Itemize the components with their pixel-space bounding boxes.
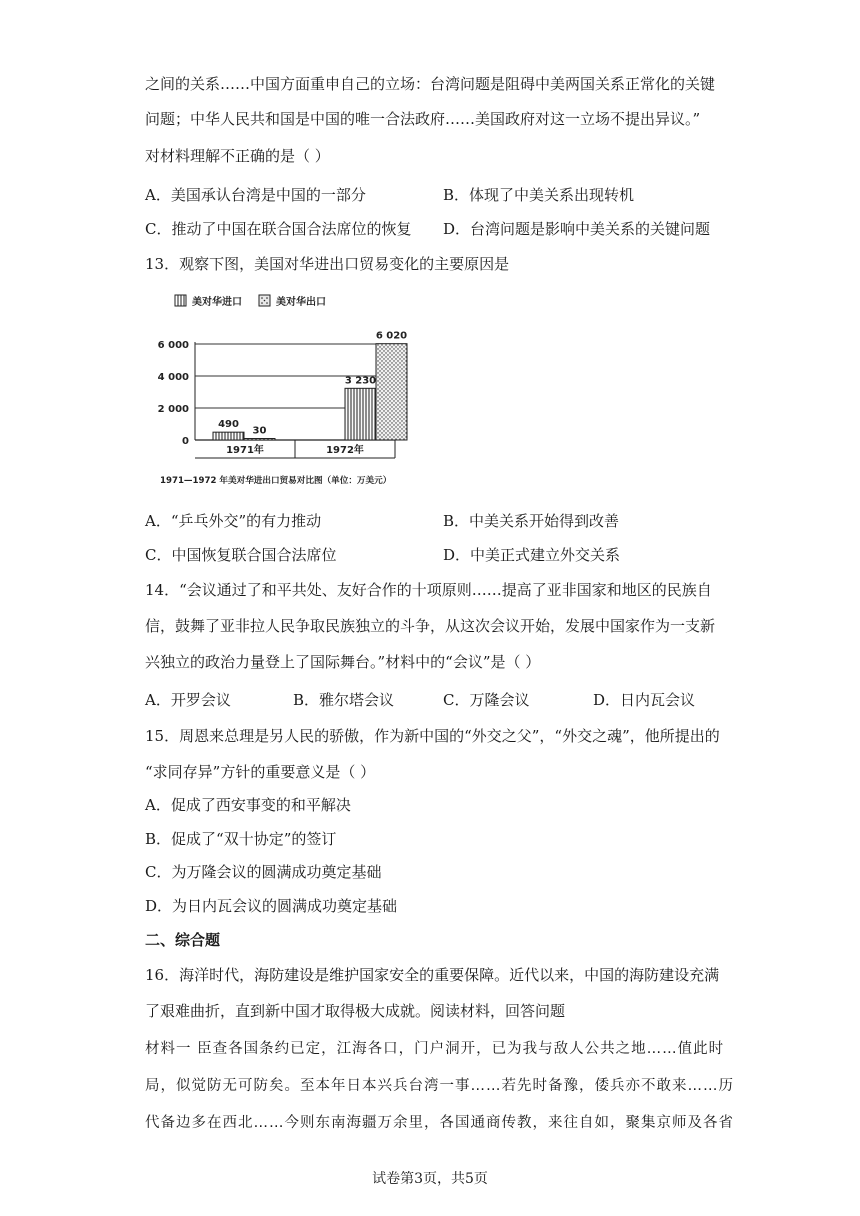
q14-option-d[interactable]: D．日内瓦会议 — [593, 691, 696, 709]
bar-import-1 — [345, 388, 376, 440]
q15-option-c[interactable]: C．为万隆会议的圆满成功奠定基础 — [145, 863, 382, 881]
q14-line-2: 信，鼓舞了亚非拉人民争取民族独立的斗争，从这次会议开始，发展中国家作为一支新 — [145, 617, 716, 635]
bar-export-1 — [376, 344, 407, 440]
q16-line-2: 了艰难曲折，直到新中国才取得极大成就。阅读材料，回答问题 — [145, 1002, 566, 1020]
bar-import-0 — [213, 432, 244, 440]
q16-line-1: 16．海洋时代，海防建设是维护国家安全的重要保障。近代以来，中国的海防建设充满 — [145, 966, 720, 984]
q15-option-d[interactable]: D．为日内瓦会议的圆满成功奠定基础 — [145, 897, 398, 915]
q12-option-a[interactable]: A．美国承认台湾是中国的一部分 — [145, 186, 366, 204]
y-tick-label: 2 000 — [157, 404, 189, 415]
y-tick-label: 0 — [182, 436, 189, 447]
q15-option-a[interactable]: A．促成了西安事变的和平解决 — [145, 796, 351, 814]
q14-line-3: 兴独立的政治力量登上了国际舞台。”材料中的“会议”是（ ） — [145, 653, 541, 671]
q16-material-1-line-1: 材料一 臣查各国条约已定，江海各口，门户洞开，已为我与敌人公共之地……值此时 — [145, 1041, 725, 1057]
q16-material-1-line-3: 代备边多在西北……今则东南海疆万余里，各国通商传教，来往自如，聚集京师及各省 — [145, 1115, 734, 1131]
q15-line-2: “求同存异”方针的重要意义是（ ） — [145, 763, 376, 781]
bar-value-label: 490 — [218, 419, 239, 431]
bar-value-label: 3 230 — [344, 375, 377, 387]
q12-line-2: 问题；中华人民共和国是中国的唯一合法政府……美国政府对这一立场不提出异议。” — [145, 110, 701, 128]
y-tick-label: 6 000 — [157, 340, 189, 351]
bar-value-label: 30 — [252, 425, 267, 437]
category-label-1972: 1972年 — [326, 445, 364, 456]
q12-option-b[interactable]: B．体现了中美关系出现转机 — [443, 186, 635, 204]
q12-option-c[interactable]: C．推动了中国在联合国合法席位的恢复 — [145, 220, 412, 238]
chart-title: 1971—1972 年美对华进出口贸易对比图（单位：万美元） — [160, 476, 392, 486]
q12-question: 对材料理解不正确的是（ ） — [145, 147, 330, 165]
q13-option-b[interactable]: B．中美关系开始得到改善 — [443, 512, 620, 530]
legend-export-label: 美对华出口 — [276, 297, 326, 308]
section-title: 二、综合题 — [145, 931, 221, 949]
q13-option-c[interactable]: C．中国恢复联合国合法席位 — [145, 546, 337, 564]
q14-option-b[interactable]: B．雅尔塔会议 — [293, 691, 395, 709]
category-label-1971: 1971年 — [226, 445, 264, 456]
q15-option-b[interactable]: B．促成了“双十协定”的签订 — [145, 830, 337, 848]
q14-option-c[interactable]: C．万隆会议 — [443, 691, 530, 709]
q14-option-a[interactable]: A．开罗会议 — [145, 691, 231, 709]
bar-export-0 — [244, 439, 275, 441]
q14-line-1: 14．“会议通过了和平共处、友好合作的十项原则……提高了亚非国家和地区的民族自 — [145, 581, 712, 599]
q13-option-a[interactable]: A．“乒乓外交”的有力推动 — [145, 512, 322, 530]
y-tick-label: 4 000 — [157, 372, 189, 383]
legend-import-label: 美对华进口 — [192, 297, 242, 308]
trade-bar-chart — [155, 290, 425, 495]
page-footer: 试卷第3页，共5页 — [372, 1171, 488, 1187]
q13-stem: 13．观察下图，美国对华进出口贸易变化的主要原因是 — [145, 255, 510, 273]
q15-line-1: 15．周恩来总理是另人民的骄傲，作为新中国的“外交之父”，“外交之魂”，他所提出的 — [145, 727, 720, 745]
q13-option-d[interactable]: D．中美正式建立外交关系 — [443, 546, 621, 564]
bar-value-label: 6 020 — [375, 330, 408, 342]
q16-material-1-line-2: 局，似觉防无可防矣。至本年日本兴兵台湾一事……若先时备豫，倭兵亦不敢来……历 — [145, 1078, 734, 1094]
q12-option-d[interactable]: D．台湾问题是影响中美关系的关键问题 — [443, 220, 711, 238]
q12-line-1: 之间的关系……中国方面重申自己的立场：台湾问题是阻碍中美两国关系正常化的关键 — [145, 75, 716, 93]
